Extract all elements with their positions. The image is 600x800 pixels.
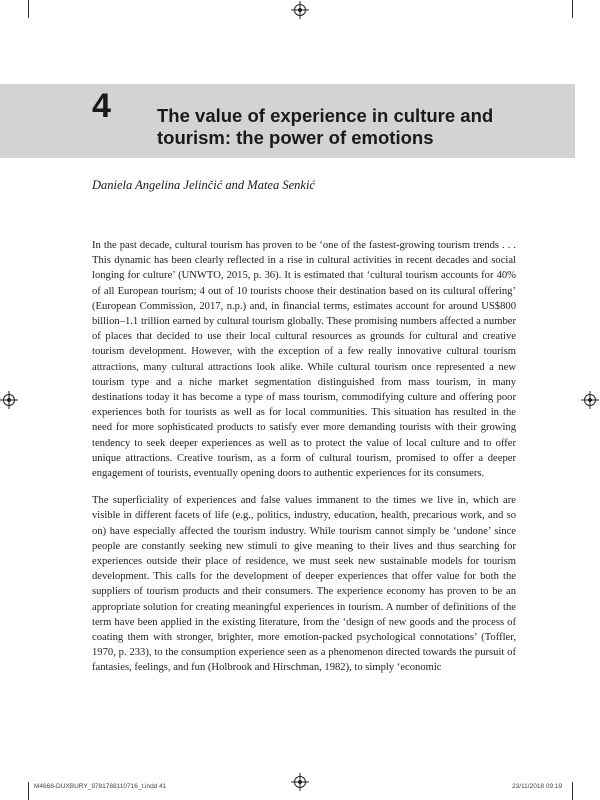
chapter-authors: Daniela Angelina Jelinčić and Matea Senkić [92, 178, 315, 192]
chapter-title: The value of experience in culture and tourism: the power of emotions [157, 105, 494, 148]
paragraph: In the past decade, cultural tourism has proven to be ‘one of the fastest-growing tourism trends . . . This dynamic has been clearly reflected in a rise in cultural activities in recent decades and social longing for culture’ (UNWTO, 2015, p. 36). It is estimated that ‘cultural tourism accounts for 40% of all European tourism; 4 out of 10 tourists choose their destination based on its cultural offering’ (European Commission, 2017, n.p.) and, in financial terms, estimates account for around US$800 billion–1.1 trillion earned by cultural tourism globally. These promising numbers affected a number of places that decided to use their local cultural resources as grounds for cultural and creative tourism development. However, with the exception of a few really innovative cultural tourism attractions, many cultural attractions look alike. While cultural tourism once represented a new tourism type and a niche market segmentation distinguished from mass tourism, in many destinations today it has become a type of mass tourism, commodifying culture and offering poor experiences both for tourists as well as for local communities. This situation has resulted in the need for more sophisticated products to satisfy ever more demanding tourists with their growing tendency to seek deeper experiences as well as to protect the value of local culture and to offer unique attractions. Creative tourism, as a form of cultural tourism, promised to offer a deeper engagement of tourists, eventually opening doors to authentic experiences for its consumers. [92, 240, 516, 480]
registration-mark-icon [294, 776, 306, 788]
crop-mark-bottom-left [28, 782, 29, 800]
crop-mark-top-left [28, 0, 29, 18]
paragraph: The superficiality of experiences and false values immanent to the times we live in, which are visible in different facets of life (e.g., politics, industry, education, health, precarious work, and so on) have especially affected the tourism industry. While tourism cannot simply be ‘undone’ since people are constantly seeking new stimuli to give meaning to their lives and thus searching for experiences outside their place of residence, we must seek new sustainable models for tourism development. This calls for the development of deeper experiences that offer value for both the suppliers of tourism products and their consumers. The experience economy has proven to be an appropriate solution for creating meaningful experiences in tourism. A number of definitions of the term have been applied in the existing literature, from the ‘design of new goods and the process of coating them with stronger, brighter, more emotion-packed psychological connotations’ (Toffler, 1970, p. 233), to the consumption experience seen as a phenomenon directed towards the pursuit of fantasies, feelings, and fun (Holbrook and Hirschman, 1982), to simply ‘economic [92, 495, 516, 674]
print-slug-file: M4668-DUXBURY_9781788110716_t.indd 41 [34, 783, 167, 790]
crop-mark-top-right [572, 0, 573, 18]
crop-mark-bottom-right [572, 782, 573, 800]
chapter-number: 4 [92, 87, 111, 125]
chapter-body [92, 238, 516, 688]
print-slug-timestamp: 23/11/2018 09:19 [512, 783, 563, 790]
registration-mark-icon [3, 394, 15, 406]
registration-mark-icon [294, 4, 306, 16]
registration-mark-icon [584, 394, 596, 406]
